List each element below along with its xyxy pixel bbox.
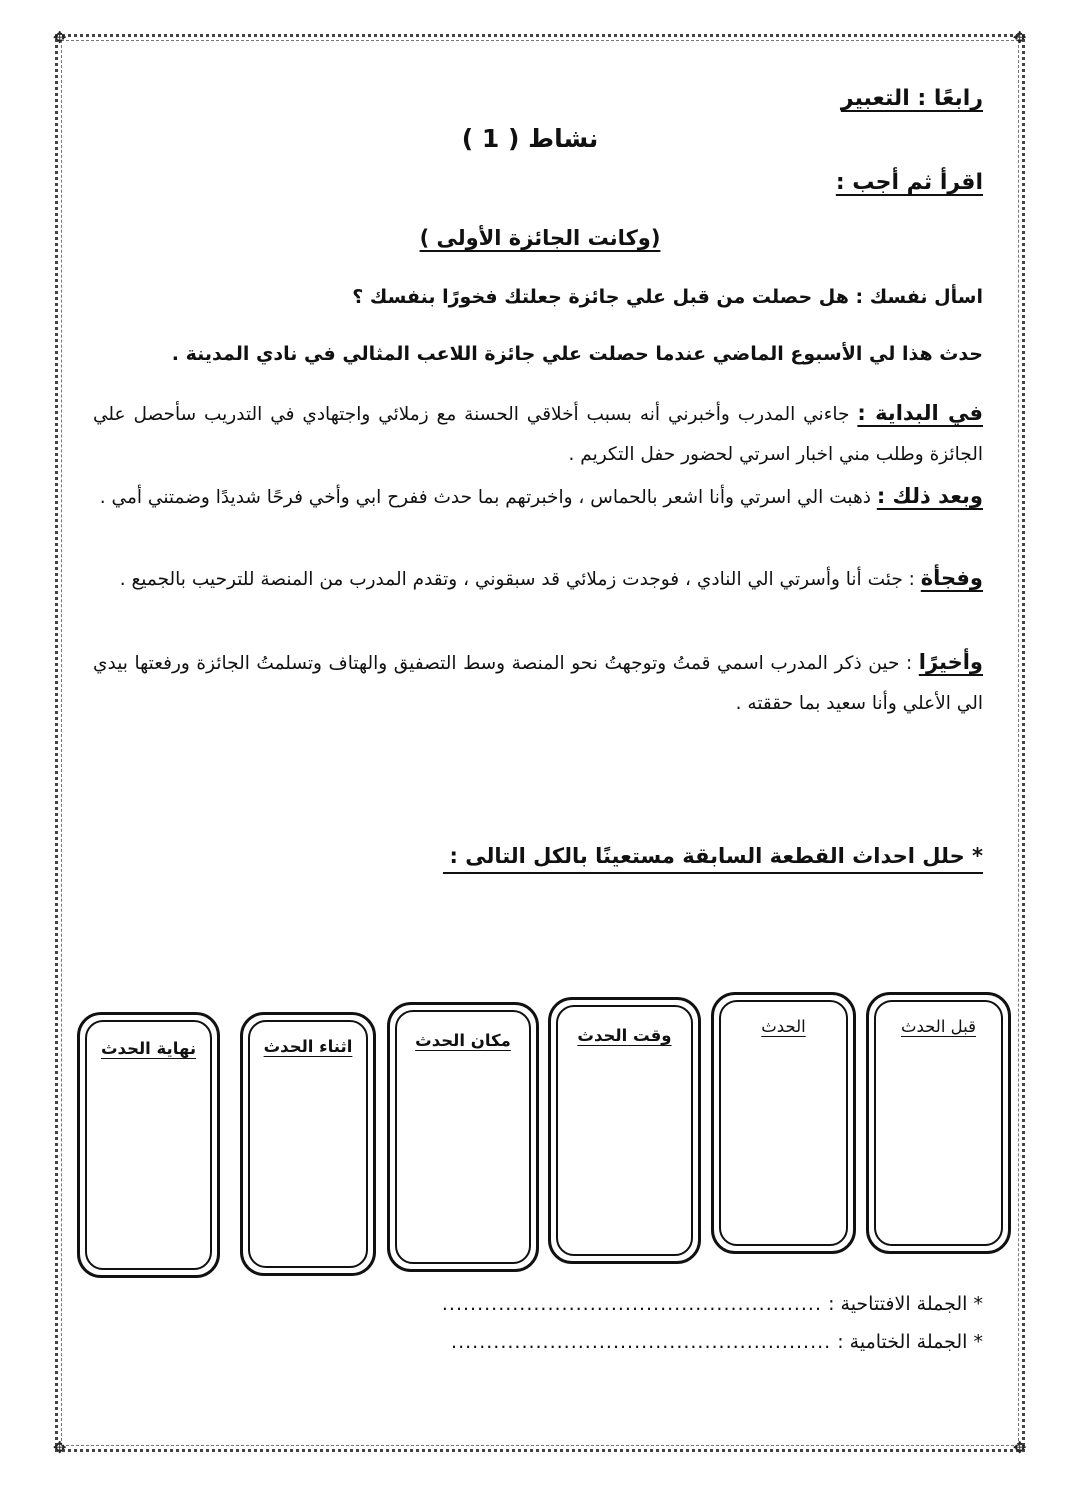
box-label: مكان الحدث — [415, 1031, 511, 1050]
intro-line: حدث هذا لي الأسبوع الماضي عندما حصلت علي جائزة اللاعب المثالي في نادي المدينة . — [171, 343, 983, 365]
event-box-before[interactable] — [866, 992, 1011, 1254]
event-box-place[interactable] — [387, 1002, 539, 1272]
corner-ornament-icon: ✥ — [1013, 28, 1027, 47]
question-line: اسأل نفسك : هل حصلت من قبل علي جائزة جعلتك فخورًا بنفسك ؟ — [352, 286, 983, 308]
section-heading: رابعًا : التعبير — [840, 86, 983, 111]
paragraph-after-that — [93, 476, 983, 518]
closing-sentence-blank[interactable]: ...................................................... — [451, 1331, 832, 1353]
box-label: نهاية الحدث — [100, 1039, 197, 1058]
paragraph-text: : حين ذكر المدرب اسمي قمتُ وتوجهتُ نحو المنصة وسط التصفيق والهتاف وتسلمتُ الجائزة ورفعتها بيدي الي الأعلي وأنا سعيد بما حققته . — [93, 653, 983, 714]
paragraph-lead: وبعد ذلك : — [876, 484, 983, 508]
event-box-time[interactable] — [548, 997, 701, 1264]
corner-ornament-icon: ✥ — [53, 1438, 67, 1457]
paragraph-lead: في البداية : — [857, 401, 983, 425]
closing-sentence-label: * الجملة الختامية : — [837, 1331, 983, 1353]
paragraph-text: جاءني المدرب وأخبرني أنه بسبب أخلاقي الحسنة مع زملائي واجتهادي في التدريب سأحصل علي الجائزة وطلب مني اخبار اسرتي لحضور حفل التكريم . — [93, 404, 983, 465]
paragraph-lead: وفجأة — [920, 566, 983, 590]
event-box-end[interactable] — [77, 1012, 220, 1278]
opening-sentence-label: * الجملة الافتتاحية : — [828, 1293, 983, 1315]
instruction: اقرأ ثم أجب : — [835, 170, 983, 195]
opening-sentence-row — [442, 1293, 983, 1315]
analysis-task: * حلل احداث القطعة السابقة مستعينًا بالكل التالى : — [443, 844, 983, 874]
paragraph-lead: وأخيرًا — [918, 650, 983, 674]
activity-title: نشاط ( 1 ) — [461, 124, 599, 153]
paragraph-suddenly — [93, 558, 983, 600]
event-box-during[interactable] — [240, 1012, 376, 1276]
corner-ornament-icon: ✥ — [53, 28, 67, 47]
event-box-event[interactable] — [711, 992, 856, 1254]
opening-sentence-blank[interactable]: ...................................................... — [441, 1293, 823, 1315]
closing-sentence-row — [451, 1331, 983, 1353]
paragraph-beginning — [93, 393, 983, 475]
box-label: وقت الحدث — [577, 1026, 672, 1045]
box-label: اثناء الحدث — [263, 1037, 353, 1056]
box-label: الحدث — [761, 1017, 806, 1036]
paragraph-finally — [93, 642, 983, 724]
paragraph-text: ذهبت الي اسرتي وأنا اشعر بالحماس ، واخبرتهم بما حدث ففرح ابي وأخي فرحًا شديدًا وضمتني أمي . — [99, 487, 877, 508]
corner-ornament-icon: ✥ — [1013, 1438, 1027, 1457]
story-title: (وكانت الجائزة الأولى ) — [419, 226, 661, 250]
box-label: قبل الحدث — [900, 1017, 977, 1036]
paragraph-text: : جئت أنا وأسرتي الي النادي ، فوجدت زملائي قد سبقوني ، وتقدم المدرب من المنصة للترحيب بالجميع . — [119, 569, 921, 590]
